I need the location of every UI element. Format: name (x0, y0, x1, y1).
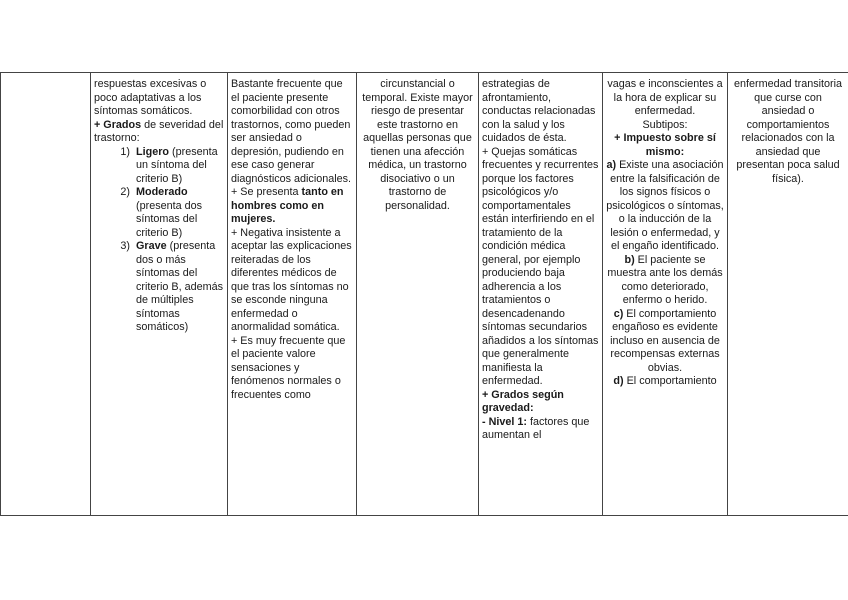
list-item: 3) Grave (presenta dos o más síntomas del criterio B, además de múltiples síntomas somáticos) (120, 240, 224, 333)
list-item: 2) Moderado (presenta dos síntomas del criterio B) (120, 186, 203, 239)
cell-text: a) Existe una asociación entre la falsificación de los signos físicos o psicológicos o síntomas, o la inducción de la lesión o enfermedad, y el engaño identificado. (606, 159, 724, 252)
cell-text: Bastante frecuente que el paciente presente comorbilidad con otros trastornos, como pueden ser ansiedad o depresión, pudiendo en ese caso generar diagnósticos adicionales. (231, 78, 352, 185)
severity-list (94, 146, 224, 335)
table-cell-empty (1, 73, 91, 516)
cell-text: + Grados según gravedad: (482, 388, 564, 414)
cell-text: c) El comportamiento engañoso es evidente incluso en ausencia de recompensas externas obvias. (610, 307, 720, 374)
cell-text: + Se presenta tanto en hombres como en mujeres. (231, 186, 344, 225)
cell-text: respuestas excesivas o poco adaptativas a los síntomas somáticos. (94, 78, 207, 117)
table-cell-risk (357, 73, 479, 516)
table-cell-factitious (603, 73, 728, 516)
cell-text: b) El paciente se muestra ante los demás como deteriorado, enfermo o herido. (607, 253, 723, 306)
cell-text: + Negativa insistente a aceptar las explicaciones reiteradas de los diferentes médicos de que tras los síntomas no se esconde ninguna enfermedad o anormalidad somática. (231, 226, 352, 333)
list-item: 1) Ligero (presenta un síntoma del criterio B) (120, 145, 218, 185)
document-table (0, 72, 848, 516)
cell-text: vagas e inconscientes a la hora de explicar su enfermedad. (607, 78, 723, 117)
cell-text: enfermedad transitoria que curse con ansiedad o comportamientos relacionados con la ansiedad que presentan poca salud física). (733, 78, 843, 185)
cell-text: circunstancial o temporal. Existe mayor riesgo de presentar este trastorno en aquellas personas que tienen una afección médica, un trastorno disociativo o un trastorno de personalidad. (362, 78, 473, 212)
cell-text: + Es muy frecuente que el paciente valore sensaciones y fenómenos normales o frecuentes como (231, 334, 346, 401)
cell-text: d) El comportamiento (613, 375, 717, 387)
table-cell-psych-factors (479, 73, 603, 516)
cell-text: + Impuesto sobre sí mismo: (614, 132, 716, 158)
grados-heading: + Grados de severidad del trastorno: (94, 118, 224, 144)
table-row (1, 73, 848, 516)
cell-text: + Quejas somáticas frecuentes y recurrentes porque los factores psicológicos y/o comportamentales están interfiriendo en el tratamiento de la condición médica general, por ejemplo produciendo baja adherencia a los tratamientos o desencadenando síntomas secundarios añadidos a los síntomas que generalmente manifiesta la enfermedad. (482, 145, 599, 387)
table-cell-differential (728, 73, 848, 516)
cell-text: Subtipos: (642, 118, 688, 131)
cell-text: estrategias de afrontamiento, conductas relacionadas con la salud y los cuidados de ésta. (482, 78, 596, 144)
table-cell-criteria (91, 73, 228, 516)
table-cell-features (228, 73, 357, 516)
cell-text: - Nivel 1: factores que aumentan el (482, 415, 590, 441)
